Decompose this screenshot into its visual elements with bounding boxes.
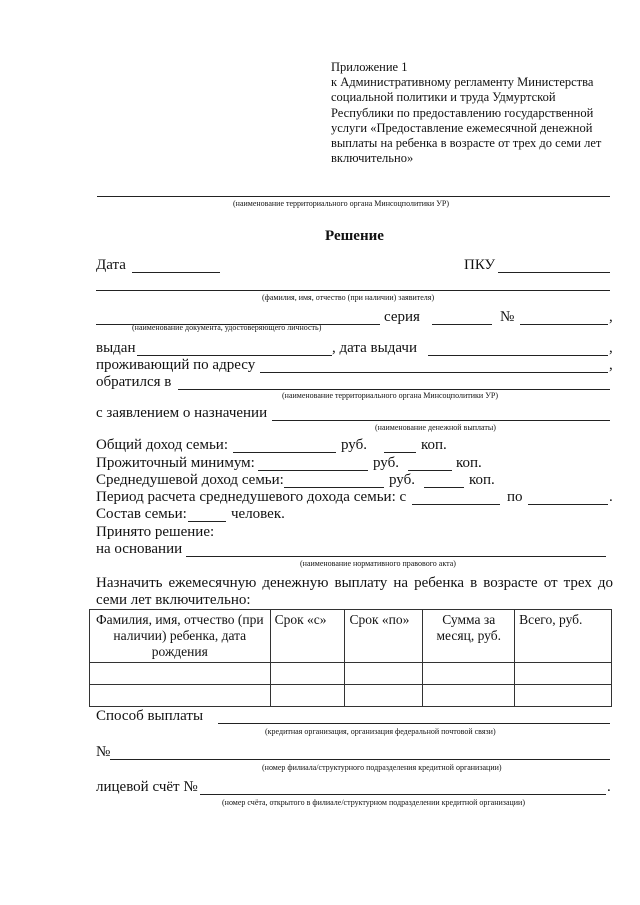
col-header-total: Всего, руб. (515, 610, 612, 663)
number-field[interactable] (520, 324, 608, 325)
period-dot: . (609, 489, 613, 505)
payment-label: Способ выплаты (96, 708, 204, 724)
applied-caption: (наименование территориального органа Минсоцполитики УР) (282, 391, 498, 400)
basis-label: на основании (96, 541, 183, 557)
income-kop-field[interactable] (384, 452, 416, 453)
period-to-field[interactable] (528, 504, 608, 505)
table-cell[interactable] (345, 685, 423, 707)
id-document-caption: (наименование документа, удостоверяющего личность) (132, 323, 322, 332)
living-min-rub-field[interactable] (258, 470, 368, 471)
table-cell[interactable] (423, 685, 515, 707)
col-header-child: Фамилия, имя, отчество (при наличии) ребенка, дата рождения (90, 610, 271, 663)
applicant-name-caption: (фамилия, имя, отчество (при наличии) заявителя) (262, 293, 435, 302)
statement-field[interactable] (272, 420, 610, 421)
annex-header: Приложение 1 к Административному регламенту Министерства социальной политики и труда Удмуртской Республики по предоставлению государственной услуги «Предоставление ежемесячной денежной выплаты на ребенка в возрасте от трех до семи лет включительно» (331, 60, 602, 166)
table-cell[interactable] (90, 685, 271, 707)
col-header-from: Срок «с» (270, 610, 345, 663)
date-field[interactable] (132, 272, 220, 273)
statement-caption: (наименование денежной выплаты) (375, 423, 496, 432)
table-cell[interactable] (270, 663, 345, 685)
family-count-field[interactable] (188, 521, 226, 522)
table-cell[interactable] (345, 663, 423, 685)
decision-label: Принято решение: (96, 524, 215, 540)
basis-field[interactable] (186, 556, 606, 557)
living-min-label: Прожиточный минимум: (96, 455, 255, 471)
pku-label: ПКУ (464, 257, 496, 273)
issue-date-label: , дата выдачи (332, 340, 417, 356)
series-field[interactable] (432, 324, 492, 325)
avg-income-kop: коп. (469, 472, 495, 488)
number-label: № (500, 309, 515, 325)
table-header-row (90, 610, 612, 663)
income-rub-field[interactable] (233, 452, 336, 453)
family-label: Состав семьи: (96, 506, 187, 522)
account-dot: . (607, 779, 611, 795)
issued-label: выдан (96, 340, 136, 356)
table-cell[interactable] (90, 663, 271, 685)
applied-to-field[interactable] (178, 389, 610, 390)
issue-date-field[interactable] (428, 355, 608, 356)
avg-income-kop-field[interactable] (424, 487, 464, 488)
avg-income-rub-field[interactable] (284, 487, 384, 488)
residing-label: проживающий по адресу (96, 357, 256, 373)
issued-by-field[interactable] (137, 355, 332, 356)
avg-income-rub: руб. (389, 472, 415, 488)
branch-field[interactable] (110, 759, 610, 760)
children-table (89, 609, 612, 707)
payment-caption: (кредитная организация, организация федеральной почтовой связи) (265, 727, 496, 736)
income-rub: руб. (341, 437, 367, 453)
assign-text: Назначить ежемесячную денежную выплату на ребенка в возрасте от трех до семи лет включительно: (96, 575, 613, 608)
living-min-kop: коп. (456, 455, 482, 471)
income-label: Общий доход семьи: (96, 437, 228, 453)
date-label: Дата (96, 257, 126, 273)
account-caption: (номер счёта, открытого в филиале/структурном подразделении кредитной организации) (222, 798, 525, 807)
avg-income-label: Среднедушевой доход семьи: (96, 472, 284, 488)
table-cell[interactable] (270, 685, 345, 707)
table-row[interactable] (90, 685, 612, 707)
address-field[interactable] (260, 372, 608, 373)
living-min-kop-field[interactable] (408, 470, 452, 471)
org-line[interactable] (97, 196, 610, 197)
series-label: серия (384, 309, 420, 325)
period-to-label: по (507, 489, 523, 505)
persons-label: человек. (231, 506, 285, 522)
basis-caption: (наименование нормативного правового акта) (300, 559, 456, 568)
pku-field[interactable] (498, 272, 610, 273)
applicant-name-field[interactable] (96, 290, 610, 291)
col-header-to: Срок «по» (345, 610, 423, 663)
table-cell[interactable] (423, 663, 515, 685)
period-from-field[interactable] (412, 504, 500, 505)
living-min-rub: руб. (373, 455, 399, 471)
table-row[interactable] (90, 663, 612, 685)
branch-label: № (96, 744, 111, 760)
document-title: Решение (325, 228, 384, 244)
period-label: Период расчета среднедушевого дохода семьи: с (96, 489, 407, 505)
payment-field[interactable] (218, 723, 610, 724)
table-cell[interactable] (515, 685, 612, 707)
comma-2: , (609, 340, 613, 356)
org-caption: (наименование территориального органа Минсоцполитики УР) (233, 199, 449, 208)
table-cell[interactable] (515, 663, 612, 685)
income-kop: коп. (421, 437, 447, 453)
col-header-monthly-sum: Сумма за месяц, руб. (423, 610, 515, 663)
applied-label: обратился в (96, 374, 172, 390)
branch-caption: (номер филиала/структурного подразделения кредитной организации) (262, 763, 502, 772)
account-field[interactable] (200, 794, 606, 795)
comma-1: , (609, 309, 613, 325)
account-label: лицевой счёт № (96, 779, 198, 795)
statement-label: с заявлением о назначении (96, 405, 268, 421)
comma-3: , (609, 357, 613, 373)
